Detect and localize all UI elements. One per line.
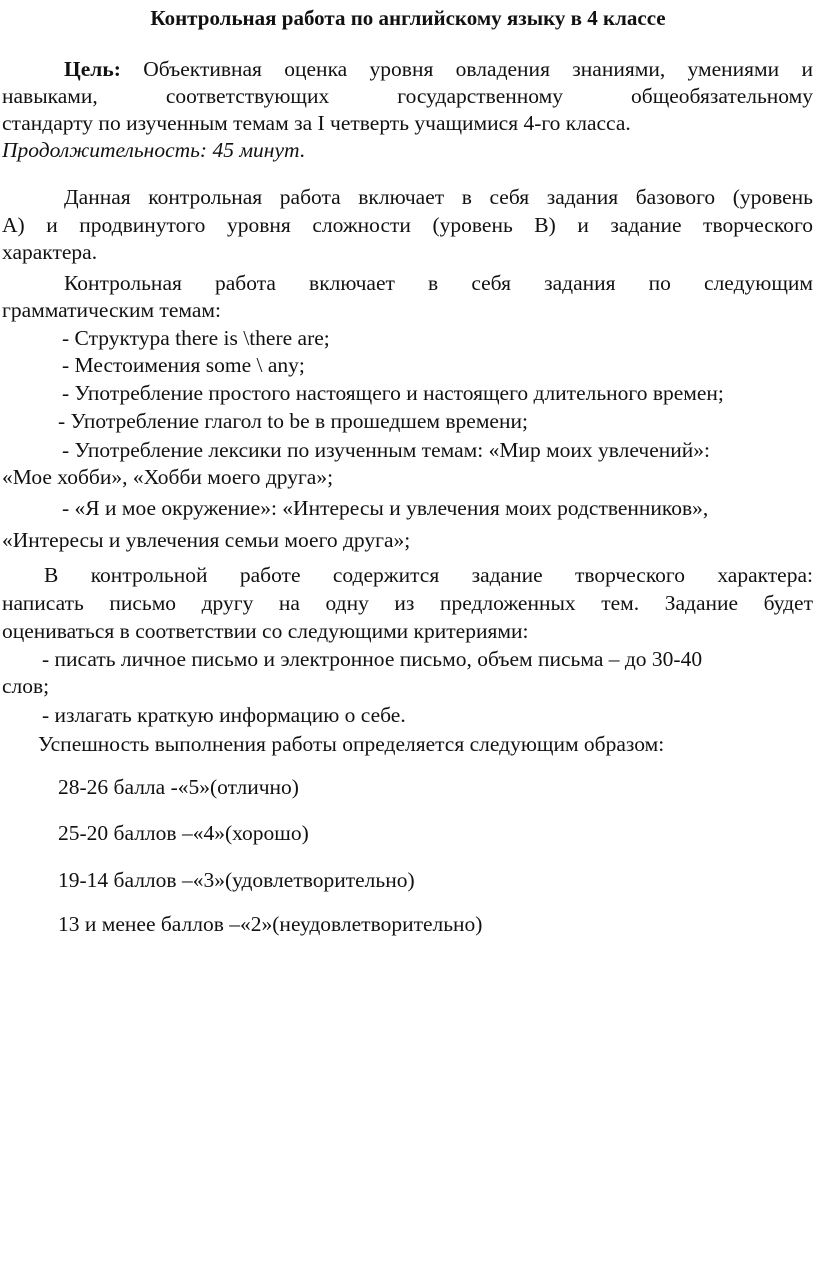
intro-line-3: характера. <box>2 240 98 264</box>
criteria-item-1-line-1: - писать личное письмо и электронное письмо, объем письма – до 30-40 <box>42 647 703 671</box>
goal-line-1 <box>2 56 813 83</box>
intro-line-1: Данная контрольная работа включает в себя задания базового (уровень <box>64 185 813 209</box>
topic-item-5-line-2: «Мое хобби», «Хобби моего друга»; <box>2 465 334 489</box>
topic-item-3: - Употребление простого настоящего и настоящего длительного времен; <box>62 381 724 405</box>
topic-item-4: - Употребление глагол to be в прошедшем времени; <box>58 409 528 433</box>
topic-item-5-line-1: - Употребление лексики по изученным темам: «Мир моих увлечений»: <box>62 438 711 462</box>
goal-line-2: навыками, соответствующих государственному общеобязательному <box>2 84 813 108</box>
duration-end: . <box>299 138 305 162</box>
criteria-item-2: - излагать краткую информацию о себе. <box>42 703 406 727</box>
topics-intro-line-2: грамматическим темам: <box>2 298 221 322</box>
grade-3: 19-14 баллов –«3»(удовлетворительно) <box>58 868 415 892</box>
topic-item-1: - Структура there is \there are; <box>62 326 330 350</box>
criteria-item-1-line-2: слов; <box>2 674 50 698</box>
goal-label: Цель: <box>64 57 121 81</box>
goal-line-3: стандарту по изученным темам за I четверть учащимися 4-го класса. <box>2 111 631 135</box>
creative-line-1: В контрольной работе содержится задание творческого характера: <box>44 563 813 587</box>
grade-5: 28-26 балла -«5»(отлично) <box>58 775 299 799</box>
topic-item-6-line-2: «Интересы и увлечения семьи моего друга»; <box>2 528 411 552</box>
duration-text: Продолжительность: 45 минут <box>2 138 300 162</box>
goal-text-1: Объективная оценка уровня овладения знаниями, умениями и <box>143 57 813 81</box>
grade-2: 13 и менее баллов –«2»(неудовлетворительно) <box>58 912 483 936</box>
topics-intro-line-1: Контрольная работа включает в себя задания по следующим <box>64 271 813 295</box>
grade-4: 25-20 баллов –«4»(хорошо) <box>58 821 309 845</box>
topic-item-6-line-1: - «Я и мое окружение»: «Интересы и увлечения моих родственников», <box>62 496 709 520</box>
document-title: Контрольная работа по английскому языку в 4 классе <box>150 6 666 30</box>
creative-line-2: написать письмо другу на одну из предложенных тем. Задание будет <box>2 591 813 615</box>
topic-item-2: - Местоимения some \ any; <box>62 353 305 377</box>
intro-line-2: А) и продвинутого уровня сложности (уровень В) и задание творческого <box>2 213 813 237</box>
duration-line <box>2 137 813 164</box>
grading-intro: Успешность выполнения работы определяется следующим образом: <box>38 732 665 756</box>
creative-line-3: оцениваться в соответствии со следующими критериями: <box>2 619 529 643</box>
